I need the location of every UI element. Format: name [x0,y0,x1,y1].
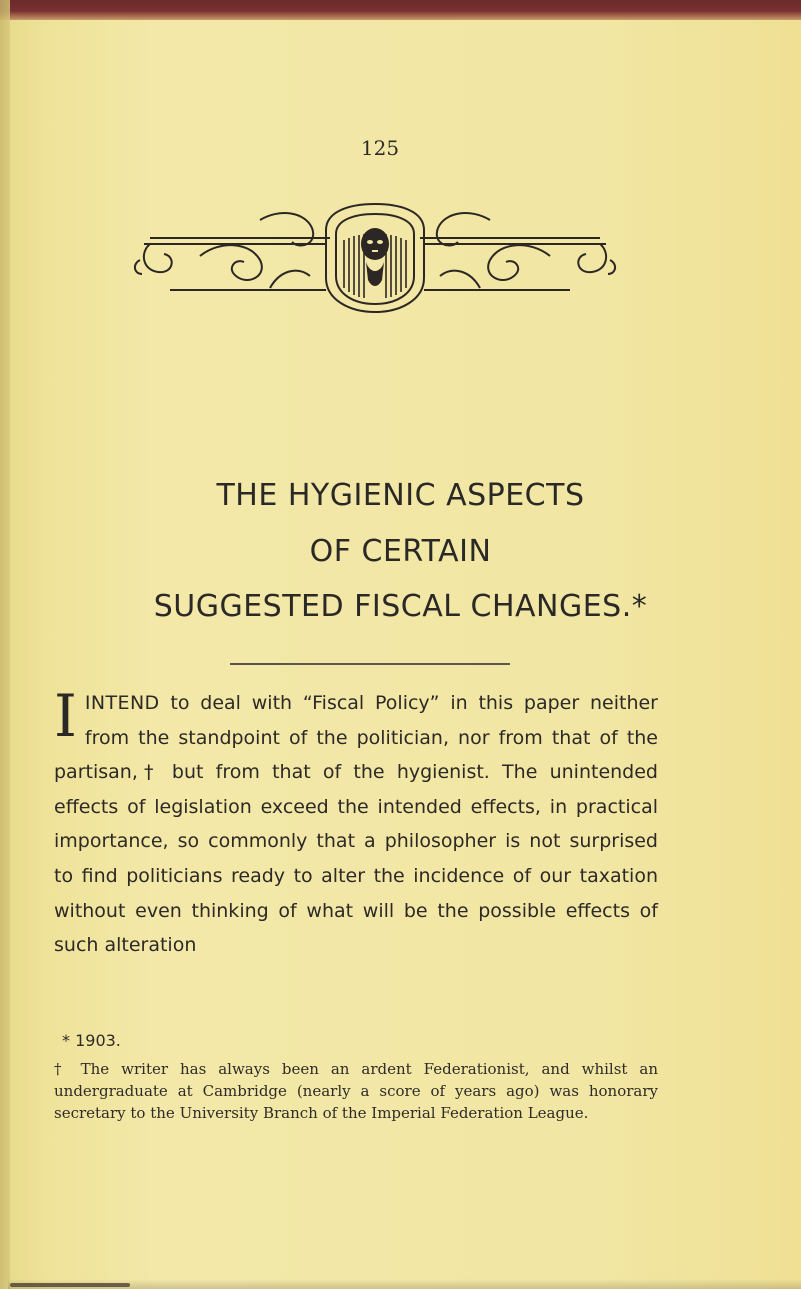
footnote-date: * 1903. [62,1031,121,1050]
footnotes [54,1030,658,1124]
paragraph-text: to deal with “Fiscal Policy” in this paper neither from the standpoint of the politician, nor from that of the partisan,† but from that of the hygienist. The unintended effects of legislation exceed the intended effects, in practical importance, so commonly that a philosopher is not surprised to find politicians ready to alter the incidence of our taxation without even thinking of what will be the possible effects of such alteration [54,692,658,957]
title-line-1: THE HYGIENIC ASPECTS [216,478,585,513]
drop-cap: I [54,682,77,750]
footnote-author: † The writer has always been an ardent Federationist, and whilst an undergraduate at Cambridge (nearly a score of years ago) was honorary secretary to the University Branch of the Imperial Federation League. [54,1060,658,1122]
page-number: 125 [360,136,400,160]
title-rule [230,663,510,665]
opening-words: INTEND [84,692,160,714]
page-bottom-mark [10,1283,130,1287]
page-top-edge [0,0,801,20]
body-paragraph [54,682,658,963]
ornamental-headpiece [130,200,620,315]
title-line-3: SUGGESTED FISCAL CHANGES.* [153,589,648,624]
title-line-2: OF CERTAIN [309,534,492,569]
page-left-edge [0,0,10,1289]
